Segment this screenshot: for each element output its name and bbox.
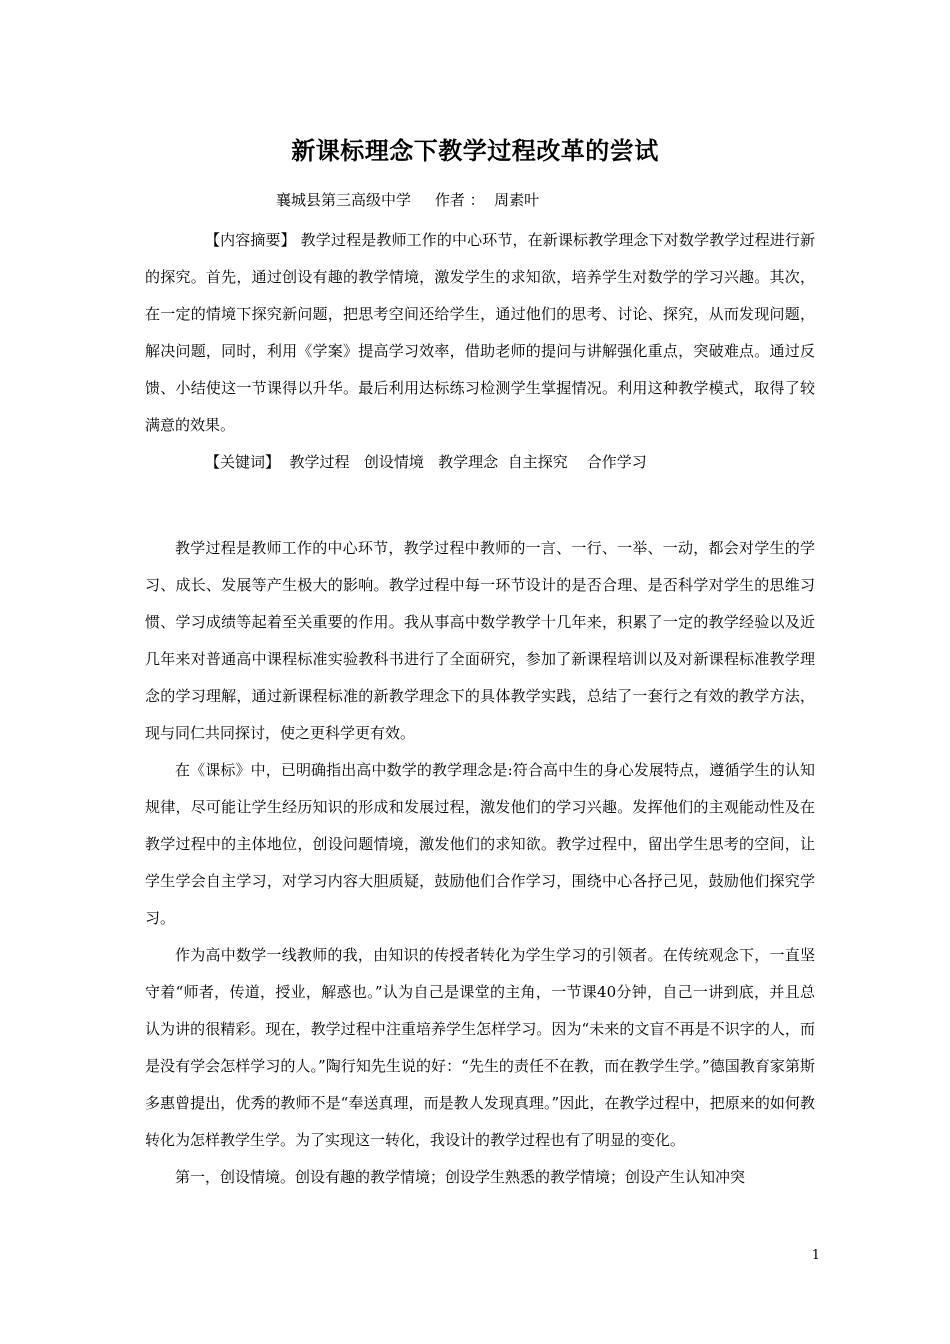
keywords-text: 教学过程 创设情境 教学理念 自主探究 合作学习 (280, 453, 647, 471)
document-body (145, 222, 815, 1196)
body-paragraph-2: 在《课标》中，已明确指出高中数学的教学理念是:符合高中生的身心发展特点，遵循学生的认知规律，尽可能让学生经历知识的形成和发展过程，激发他们的学习兴趣。发挥他们的主观能动性及在教学过程中的主体地位，创设问题情境，激发他们的求知欲。教学过程中，留出学生思考的空间，让学生学会自主学习，对学习内容大胆质疑，鼓励他们合作学习，围绕中心各抒己见，鼓励他们探究学习。 (145, 761, 815, 927)
document-title: 新课标理念下教学过程改革的尝试 (291, 136, 659, 165)
keywords-paragraph (145, 444, 815, 481)
body-paragraph-1: 教学过程是教师工作的中心环节，教学过程中教师的一言、一行、一举、一动，都会对学生的学习、成长、发展等产生极大的影响。教学过程中每一环节设计的是否合理、是否科学对学生的思维习惯、学习成绩等起着至关重要的作用。我从事高中数学教学十几年来，积累了一定的教学经验以及近几年来对普通高中课程标准实验教科书进行了全面研究，参加了新课程培训以及对新课程标准教学理念的学习理解，通过新课程标准的新教学理念下的具体教学实践，总结了一套行之有效的教学方法，现与同仁共同探讨，使之更科学更有效。 (145, 539, 815, 742)
abstract-text: 教学过程是教师工作的中心环节，在新课标教学理念下对数学教学过程进行新的探究。首先，通过创设有趣的教学情境，激发学生的求知欲，培养学生对数学的学习兴趣。其次，在一定的情境下探究新问题，把思考空间还给学生，通过他们的思考、讨论、探究，从而发现问题，解决问题，同时，利用《学案》提高学习效率，借助老师的提问与讲解强化重点，突破难点。通过反馈、小结使这一节课得以升华。最后利用达标练习检测学生掌握情况。利用这种教学模式，取得了较满意的效果。 (145, 231, 815, 434)
abstract-label: 【内容摘要】 (205, 231, 296, 249)
abstract-paragraph (145, 222, 815, 444)
section-spacer (145, 481, 815, 518)
author-byline: 襄城县第三高级中学 作者 ： 周素叶 (276, 191, 540, 209)
body-paragraph-4: 第一，创设情境。创设有趣的教学情境；创设学生熟悉的教学情境；创设产生认知冲突 (175, 1168, 746, 1186)
page-number: 1 (811, 1248, 820, 1263)
body-paragraph-3: 作为高中数学一线教师的我，由知识的传授者转化为学生学习的引领者。在传统观念下，一直坚守着“师者，传道，授业，解惑也。”认为自己是课堂的主角，一节课40分钟，自己一讲到底，并且总认为讲的很精彩。现在，教学过程中注重培养学生怎样学习。因为“未来的文盲不再是不识字的人，而是没有学会怎样学习的人。”陶行知先生说的好：“先生的责任不在教，而在教学生学。”德国教育家第斯多惠曾提出，优秀的教师不是“奉送真理，而是教人发现真理。”因此，在教学过程中，把原来的如何教转化为怎样教学生学。为了实现这一转化，我设计的教学过程也有了明显的变化。 (145, 946, 815, 1149)
keywords-label: 【关键词】 (205, 453, 281, 471)
